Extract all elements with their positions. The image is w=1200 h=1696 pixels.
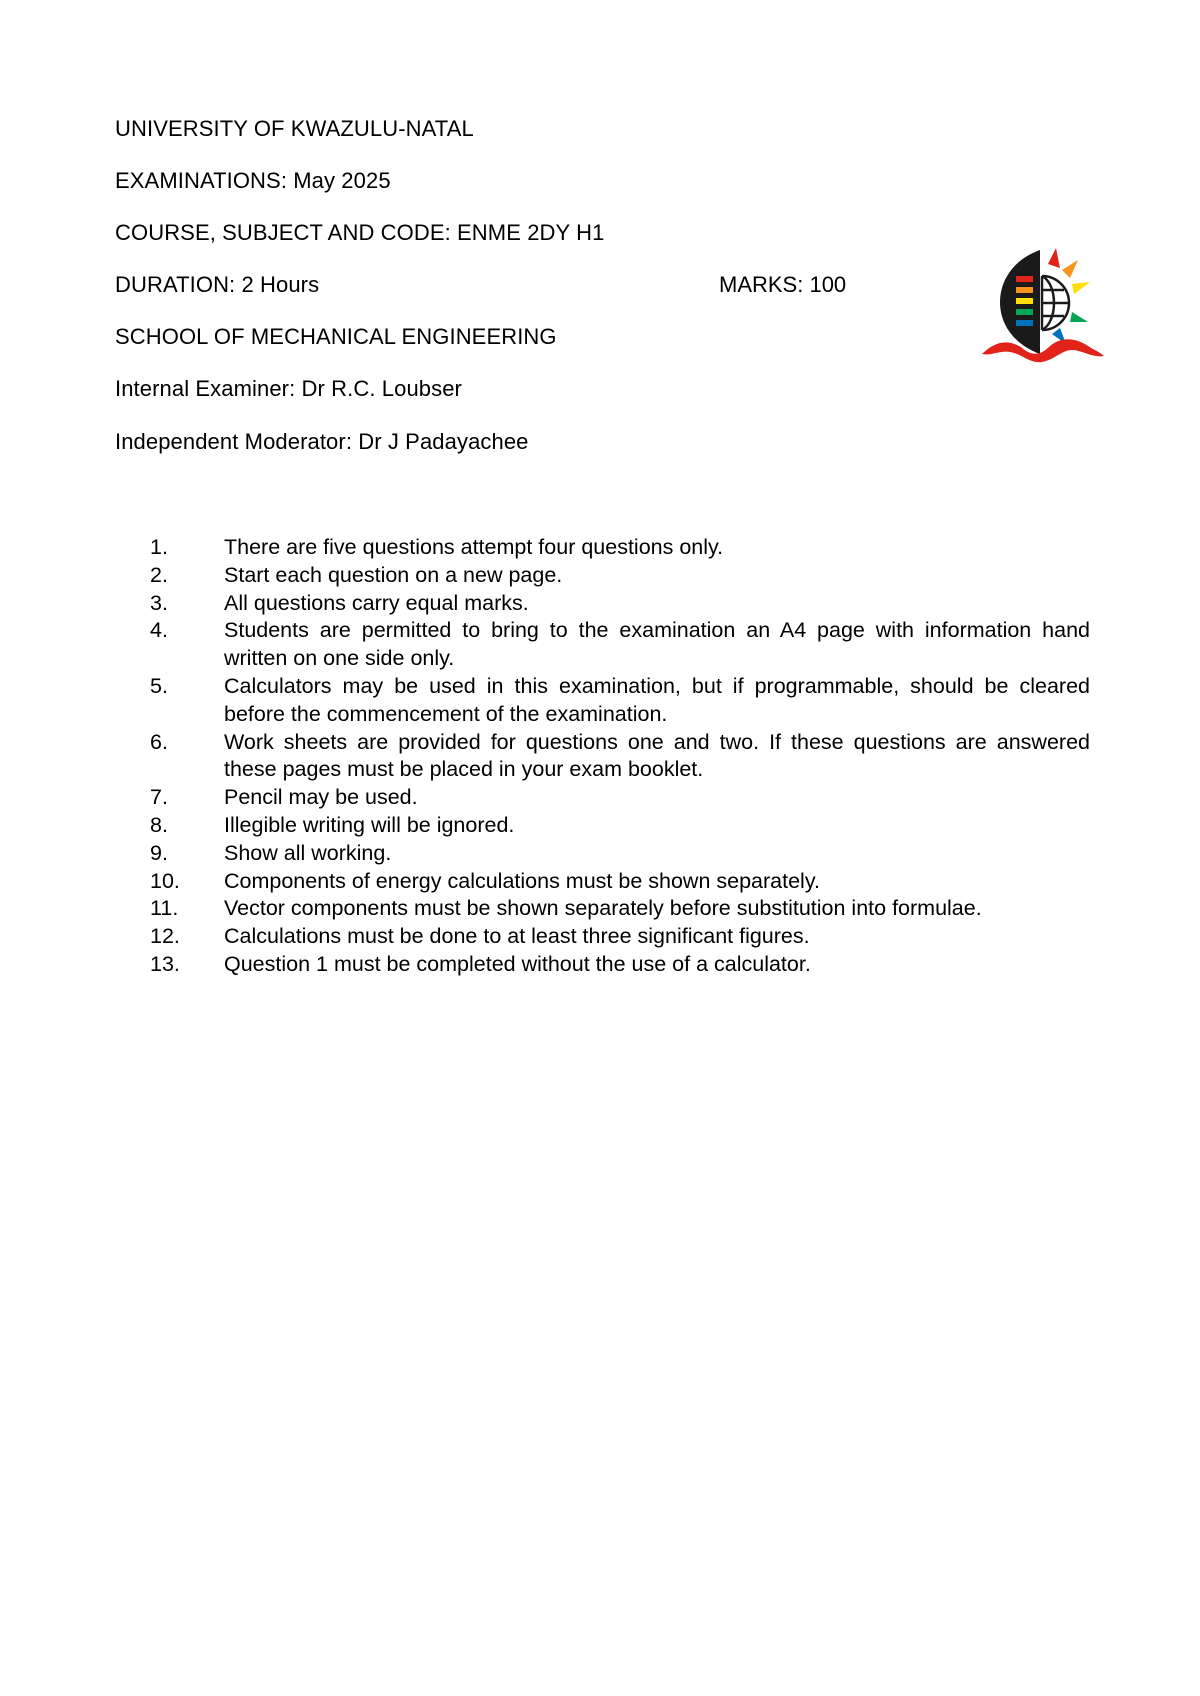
- instruction-text: Components of energy calculations must be shown separately.: [224, 868, 820, 893]
- university-name: UNIVERSITY OF KWAZULU-NATAL: [115, 116, 474, 141]
- list-item: 7. Pencil may be used.: [150, 784, 1090, 812]
- instruction-text: Work sheets are provided for questions one and two. If these questions are answered these pages must be placed in your exam booklet.: [224, 729, 1090, 782]
- list-item: 9. Show all working.: [150, 840, 1090, 868]
- ukzn-logo-icon: [978, 246, 1108, 376]
- instruction-text: There are five questions attempt four questions only.: [224, 535, 724, 559]
- internal-examiner: Internal Examiner: Dr R.C. Loubser: [115, 376, 462, 401]
- instruction-text: Pencil may be used.: [224, 785, 418, 810]
- list-item: 2. Start each question on a new page.: [150, 562, 1090, 590]
- instruction-text: Calculations must be done to at least three significant figures.: [224, 924, 810, 949]
- instruction-text: Calculators may be used in this examination, but if programmable, should be cleared before the commencement of the examination.: [224, 673, 1090, 726]
- instruction-text: Show all working.: [224, 840, 392, 865]
- list-item: 10. Components of energy calculations must be shown separately.: [150, 868, 1090, 896]
- examination-date: EXAMINATIONS: May 2025: [115, 168, 391, 193]
- instruction-text: Students are permitted to bring to the examination an A4 page with information hand written on one side only.: [224, 618, 1090, 671]
- list-item: 8. Illegible writing will be ignored.: [150, 812, 1090, 840]
- instruction-text: Start each question on a new page.: [224, 562, 563, 587]
- list-item: 13. Question 1 must be completed without the use of a calculator.: [150, 951, 1090, 979]
- list-item: 11. Vector components must be shown separately before substitution into formulae.: [150, 895, 1090, 923]
- list-item: 1. There are five questions attempt four questions only.: [150, 534, 1090, 562]
- independent-moderator: Independent Moderator: Dr J Padayachee: [115, 429, 529, 454]
- instruction-text: Question 1 must be completed without the use of a calculator.: [224, 951, 811, 976]
- course-code: COURSE, SUBJECT AND CODE: ENME 2DY H1: [115, 220, 605, 245]
- list-item: 3. All questions carry equal marks.: [150, 590, 1090, 618]
- instructions-list: [150, 534, 1090, 979]
- duration: DURATION: 2 Hours: [115, 272, 320, 297]
- instruction-text: Vector components must be shown separately before substitution into formulae.: [224, 896, 982, 921]
- total-marks: MARKS: 100: [719, 272, 847, 297]
- instruction-text: All questions carry equal marks.: [224, 590, 529, 615]
- list-item: 5. Calculators may be used in this examination, but if programmable, should be cleared before the commencement of the examination.: [150, 673, 1090, 729]
- list-item: 4. Students are permitted to bring to the examination an A4 page with information hand written on one side only.: [150, 617, 1090, 673]
- school-name: SCHOOL OF MECHANICAL ENGINEERING: [115, 324, 557, 349]
- list-item: 12. Calculations must be done to at least three significant figures.: [150, 923, 1090, 951]
- instruction-text: Illegible writing will be ignored.: [224, 812, 515, 837]
- list-item: 6. Work sheets are provided for questions one and two. If these questions are answered these pages must be placed in your exam booklet.: [150, 729, 1090, 785]
